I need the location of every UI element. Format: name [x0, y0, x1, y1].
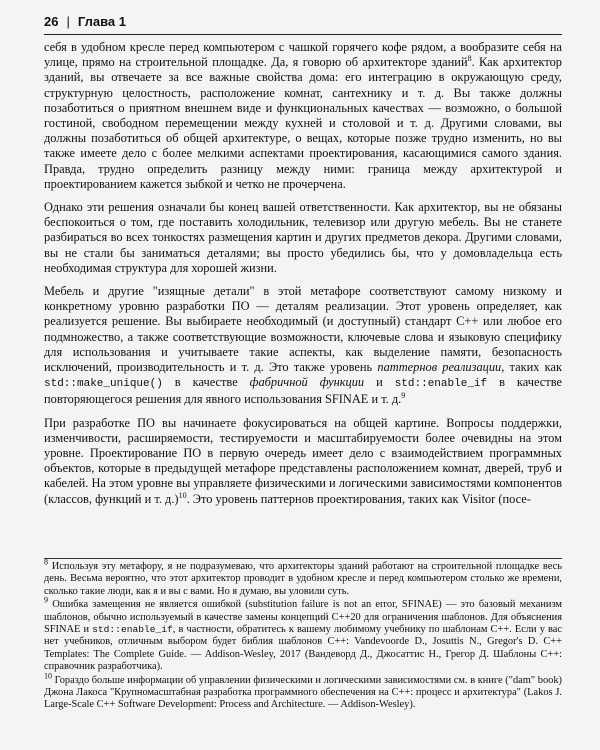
paragraph-3-text-a: Мебель и другие "изящные детали" в этой метафоре соответствуют самому низкому и конкретному уровню разработки ПО — деталям реализации. Этот уровень определяет, как реализуется решение. Вы выбираете необходимый (и доступный) стандарт C++ или любое его подмножество, а также соответствующие возможности, ключевые слова и языковую специфику для использования и учитываете такие аспекты, как выделение памяти, безопасность исключений, производительность и т. д. Это также уровень — [44, 284, 562, 375]
paragraph-4 — [44, 416, 562, 507]
paragraph-1 — [44, 40, 562, 192]
chapter-title: Глава 1 — [77, 14, 126, 29]
footnote-ref-8: 8 — [467, 54, 472, 64]
header-rule — [44, 34, 562, 35]
paragraph-3-text-e: в качестве повторяющегося решения для явного использования SFINAE и т. д. — [44, 375, 562, 407]
paragraph-1-text-b: . Как архитектор зданий, вы отвечаете за все важные свойства дома: его интеграцию в окружающую среду, структурную целостность, расположение комнат, сантехнику и т. д. Вы также должны позаботиться о приятном внешнем виде и функциональных качествах — возможно, о большой гостиной, свободном перемещении между кухней и столовой и т. д. Другими словами, вы должны позаботиться об общей архитектуре, о вещах, которые позже трудно изменить, но вы также имеете дело с более мелкими аспектами проектирования, касающимися самого здания. Правда, трудно определить разницу между ними: граница между архитектурой и проектированием кажется зыбкой и четко не прочерчена. — [44, 55, 562, 191]
paragraph-3-text-c: в качестве — [162, 375, 250, 390]
paragraph-3-text-b: , таких как — [501, 360, 563, 375]
footnotes-rule — [44, 558, 562, 559]
page-number: 26 — [44, 14, 59, 29]
emphasis-implementation-patterns: паттернов реализации — [377, 360, 502, 375]
code-make-unique: std::make_unique() — [44, 378, 163, 391]
footnote-10-number: 10 — [44, 671, 52, 681]
footnote-8-number: 8 — [44, 557, 48, 567]
footnote-9-code: std::enable_if — [92, 624, 173, 636]
footnote-9-text-a: Ошибка замещения не является ошибкой (substitution failure is not an error, SFINAE) — это базовый механизм шаблонов, обычно используемый в качестве замены концепций C++20 для ограничения шаблонов. Для объяснения SFINAE и — [44, 599, 562, 636]
footnote-8-text: Используя эту метафору, я не подразумеваю, что архитекторы зданий работают на строительной площадке весь день. Весьма вероятно, что этот архитектор проводит в удобном кресле и перед компьютером столько же времени, сколько такие люди, как я и вы с вами. Но я думаю, вы уловили суть. — [44, 561, 562, 597]
footnote-9-number: 9 — [44, 595, 48, 605]
code-enable-if: std::enable_if — [394, 378, 488, 391]
footnote-8 — [44, 557, 562, 598]
paragraph-3 — [44, 284, 562, 408]
emphasis-factory-function: фабричной функции — [249, 375, 365, 390]
footnotes — [44, 557, 562, 713]
page-header — [44, 14, 562, 30]
paragraph-2: Однако эти решения означали бы конец вашей ответственности. Как архитектор, вы не обязаны беспокоиться о том, где поставить холодильник, телевизор или другую мебель. Вы не станете разбираться во всех тонкостях размещения картин и других предметов декора. Другими словами, вы не стали бы заниматься деталями; вы просто убедились бы, что у домовладельца есть необходимая структура для хорошей жизни. — [44, 200, 562, 275]
body-text — [44, 40, 562, 515]
footnote-9-text-b: , в частности, обратитесь к вашему любимому учебнику по шаблонам C++. Если у вас нет учебников, отличным выбором будет библия шаблонов C++: Vandevoorde D., Josuttis N., Gregor's D. C++ Templates: The Complete Guide. — Addison-Wesley, 2017 (Вандеворд Д., Джосаттис Н., Грегор Д. Шаблоны C++: справочник разработчика). — [44, 624, 562, 673]
paragraph-1-text-a: себя в удобном кресле перед компьютером с чашкой горячего кофе рядом, а вообразите себя на улице, прямо на строительной площадке. Да, я говорю об архитекторе зданий — [44, 40, 562, 70]
footnote-10 — [44, 671, 562, 712]
footnote-10-text: Гораздо больше информации об управлении физическими и логическими зависимостями см. в книге ("dam" book) Джона Лакоса "Крупномасштабная разработка программного обеспечения на C++: процесс и архитектура" (Lakos J. Large-Scale C++ Software Development: Process and Architecture. — Addison-Wesley). — [44, 674, 562, 711]
paragraph-4-text-b: . Это уровень паттернов проектирования, таких как Visitor (посе- — [186, 491, 531, 506]
footnote-ref-10: 10 — [178, 490, 187, 500]
paragraph-3-text-d: и — [364, 375, 395, 390]
header-separator: | — [66, 14, 70, 29]
paragraph-4-text-a: При разработке ПО вы начинаете фокусироваться на общей картине. Вопросы поддержки, изменчивости, расширяемости, тестируемости и масштабируемости более очевидны на этом уровне. Проектирование ПО в первую очередь имеет дело с взаимодействием программных объектов, которые в предыдущей метафоре представлены расположением комнат, дверей, труб и кабелей. На этом уровне вы управляете физическими и логическими зависимостями компонентов (классов, функций и т. д.) — [44, 415, 563, 506]
footnote-9 — [44, 595, 562, 673]
footnote-ref-9: 9 — [401, 391, 406, 401]
